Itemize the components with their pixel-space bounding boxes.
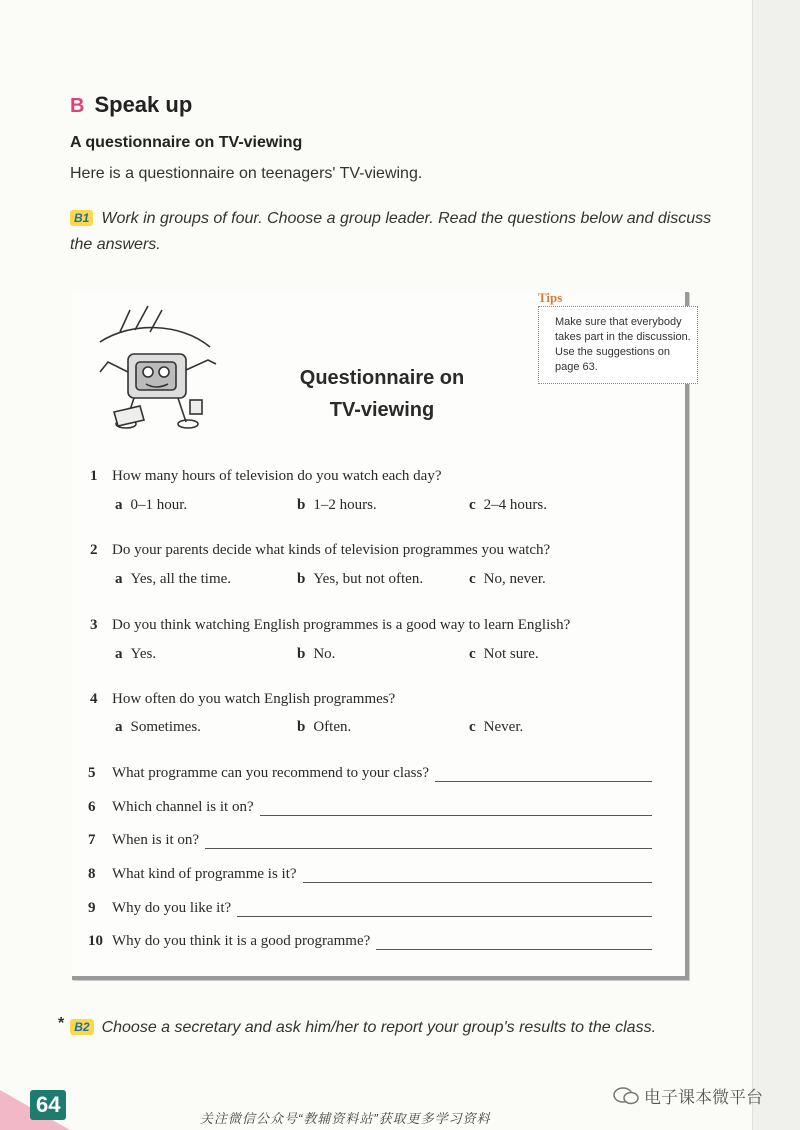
option-letter: c <box>469 719 476 735</box>
question-8 <box>82 866 652 883</box>
question-text: Which channel is it on? <box>112 799 254 815</box>
option-b[interactable] <box>297 571 423 588</box>
optional-star: * <box>58 1015 65 1032</box>
section-title: Speak up <box>94 92 193 117</box>
task-b1 <box>70 206 720 258</box>
option-text: No. <box>313 646 336 662</box>
option-text: 1–2 hours. <box>313 497 377 513</box>
question-text: Why do you like it? <box>112 900 232 916</box>
question-6 <box>82 799 652 816</box>
question-10 <box>82 933 652 950</box>
question-7 <box>82 832 652 849</box>
question-text: Why do you think it is a good programme? <box>112 933 371 949</box>
question-number: 2 <box>90 542 98 558</box>
option-text: Yes, all the time. <box>130 571 232 587</box>
question-3 <box>90 617 570 634</box>
option-text: 0–1 hour. <box>130 497 188 513</box>
option-text: Sometimes. <box>130 719 201 735</box>
question-9 <box>82 900 652 917</box>
option-letter: a <box>115 571 123 587</box>
option-b[interactable] <box>297 646 335 663</box>
option-text: Yes, but not often. <box>313 571 424 587</box>
task-b2 <box>58 1015 656 1037</box>
footer-note: 关注微信公众号“教辅资料站”获取更多学习资料 <box>200 1111 491 1126</box>
section-heading <box>70 92 192 118</box>
watermark <box>612 1083 763 1108</box>
question-number: 3 <box>90 617 98 633</box>
option-c[interactable] <box>469 571 546 588</box>
tips-label: Tips <box>538 290 563 305</box>
question-number: 5 <box>88 765 96 781</box>
question-text: What kind of programme is it? <box>112 866 297 882</box>
option-text: No, never. <box>483 571 546 587</box>
option-c[interactable] <box>469 719 523 736</box>
questionnaire-title <box>262 362 502 426</box>
tv-cartoon-illustration <box>90 302 230 434</box>
question-4 <box>90 691 395 708</box>
tips-box: Make sure that everybody takes part in the discussion. Use the suggestions on page 63. <box>538 306 698 384</box>
answer-line[interactable] <box>303 868 652 883</box>
b1-text: Work in groups of four. Choose a group leader. Read the questions below and discuss the answers. <box>70 210 712 253</box>
option-b[interactable] <box>297 719 351 736</box>
option-c[interactable] <box>469 646 539 663</box>
questionnaire-title-line1: Questionnaire on <box>299 367 465 389</box>
option-a[interactable] <box>115 497 187 514</box>
option-letter: b <box>297 497 306 513</box>
question-text: Do you think watching English programmes is a good way to learn English? <box>112 617 571 633</box>
option-a[interactable] <box>115 646 156 663</box>
option-a[interactable] <box>115 719 201 736</box>
b2-text: Choose a secretary and ask him/her to report your group's results to the class. <box>101 1019 657 1036</box>
option-letter: a <box>115 497 123 513</box>
page-number: 64 <box>30 1090 66 1120</box>
question-number: 8 <box>88 866 96 882</box>
option-b[interactable] <box>297 497 377 514</box>
option-letter: b <box>297 646 306 662</box>
answer-line[interactable] <box>237 902 652 917</box>
option-letter: a <box>115 719 123 735</box>
answer-line[interactable] <box>435 767 652 782</box>
question-number: 6 <box>88 799 96 815</box>
question-number: 7 <box>88 832 96 848</box>
option-text: Never. <box>483 719 524 735</box>
option-letter: c <box>469 497 476 513</box>
answer-line[interactable] <box>205 834 652 849</box>
question-number: 10 <box>88 933 103 949</box>
option-text: Often. <box>313 719 352 735</box>
option-letter: b <box>297 571 306 587</box>
answer-line[interactable] <box>260 801 652 816</box>
question-text: How many hours of television do you watch each day? <box>112 468 442 484</box>
question-text: How often do you watch English programmes? <box>112 691 396 707</box>
option-a[interactable] <box>115 571 231 588</box>
answer-line[interactable] <box>376 935 652 950</box>
question-number: 4 <box>90 691 98 707</box>
option-letter: a <box>115 646 123 662</box>
intro-text: Here is a questionnaire on teenagers' TV-viewing. <box>70 165 423 182</box>
b2-badge: B2 <box>70 1019 93 1035</box>
question-1 <box>90 468 442 485</box>
page-edge <box>752 0 800 1130</box>
option-text: Not sure. <box>483 646 539 662</box>
question-number: 9 <box>88 900 96 916</box>
option-letter: b <box>297 719 306 735</box>
b1-badge: B1 <box>70 210 93 226</box>
question-text: What programme can you recommend to your class? <box>112 765 429 781</box>
question-5 <box>82 765 652 782</box>
wechat-icon <box>612 1086 640 1106</box>
question-2 <box>90 542 550 559</box>
option-c[interactable] <box>469 497 547 514</box>
questionnaire-title-line2: TV-viewing <box>329 399 435 421</box>
question-number: 1 <box>90 468 98 484</box>
question-text: When is it on? <box>112 832 200 848</box>
section-letter: B <box>70 95 85 117</box>
option-letter: c <box>469 646 476 662</box>
option-text: Yes. <box>130 646 157 662</box>
option-letter: c <box>469 571 476 587</box>
subheading: A questionnaire on TV-viewing <box>70 134 303 151</box>
watermark-text: 电子课本微平台 <box>644 1088 763 1107</box>
question-text: Do your parents decide what kinds of television programmes you watch? <box>112 542 551 558</box>
option-text: 2–4 hours. <box>483 497 548 513</box>
